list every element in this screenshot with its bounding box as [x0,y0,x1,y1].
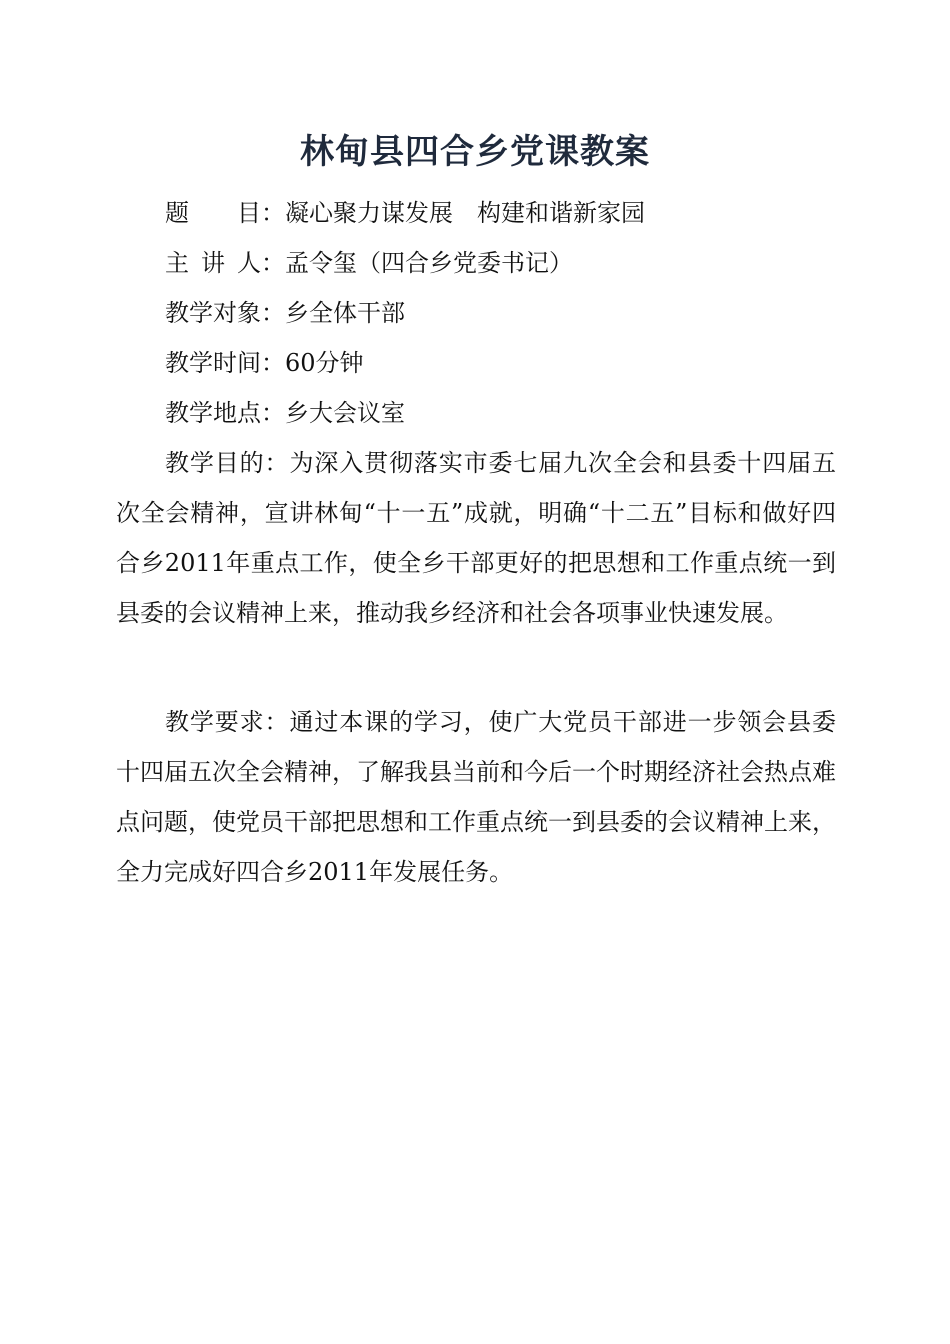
requirement-label: 教学要求： [165,708,290,736]
field-time-value: 60分钟 [285,349,364,377]
field-time-separator: ： [261,349,285,377]
field-speaker-separator: ： [261,249,285,277]
field-topic-label: 题目 [165,199,261,227]
field-time [165,347,364,379]
field-topic-value: 凝心聚力谋发展 构建和谐新家园 [285,199,645,227]
field-speaker-value: 孟令玺（四合乡党委书记） [285,249,573,277]
requirement-paragraph [116,697,836,897]
purpose-text: 为深入贯彻落实市委七届九次全会和县委十四届五次全会精神，宣讲林甸“十一五”成就，明确“十二五”目标和做好四合乡2011年重点工作，使全乡干部更好的把思想和工作重点统一到县委的会议精神上来，推动我乡经济和社会各项事业快速发展。 [116,449,837,627]
field-location-label: 教学地点 [165,399,261,427]
purpose-paragraph [116,438,836,638]
field-time-label: 教学时间 [165,349,261,377]
document-title: 林甸县四合乡党课教案 [300,132,650,172]
field-topic-separator: ： [261,199,285,227]
requirement-text: 通过本课的学习，使广大党员干部进一步领会县委十四届五次全会精神，了解我县当前和今后一个时期经济社会热点难点问题，使党员干部把思想和工作重点统一到县委的会议精神上来，全力完成好四合乡2011年发展任务。 [116,708,837,886]
field-audience [165,297,405,329]
field-location-value: 乡大会议室 [285,399,405,427]
field-audience-separator: ： [261,299,285,327]
field-location-separator: ： [261,399,285,427]
field-audience-label: 教学对象 [165,299,261,327]
field-location [165,397,405,429]
purpose-label: 教学目的： [165,449,290,477]
field-audience-value: 乡全体干部 [285,299,405,327]
field-speaker-label: 主讲人 [165,249,261,277]
field-topic [165,197,645,229]
field-speaker [165,247,573,279]
